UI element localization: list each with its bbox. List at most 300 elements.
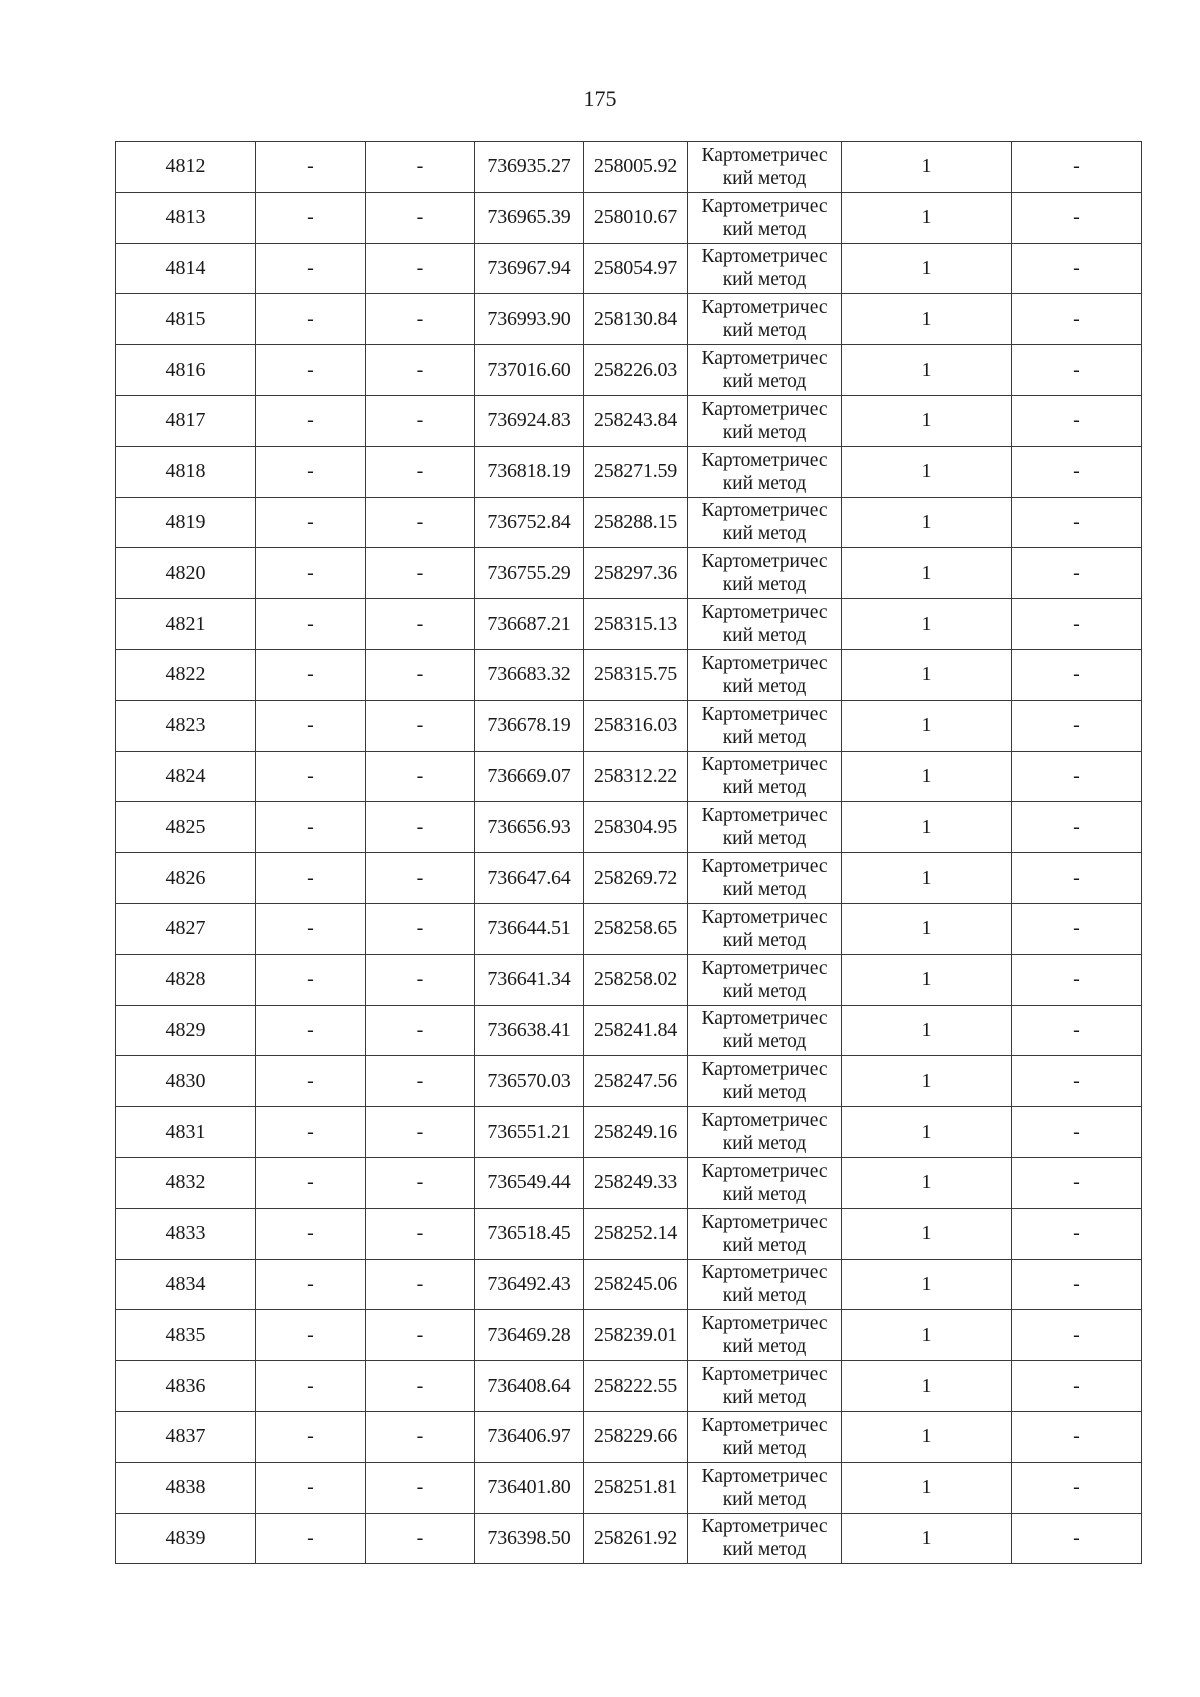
last-column-cell: - — [1012, 1208, 1142, 1259]
point-number-cell: 4839 — [116, 1513, 256, 1564]
accuracy-cell: 1 — [842, 395, 1012, 446]
point-number-cell: 4818 — [116, 446, 256, 497]
table-row — [116, 954, 1142, 1005]
column-3-cell: - — [366, 1513, 475, 1564]
table-row — [116, 192, 1142, 243]
coordinate-x-cell: 736993.90 — [475, 294, 584, 345]
method-cell — [688, 1462, 842, 1513]
coordinate-x-cell: 736683.32 — [475, 649, 584, 700]
coordinate-y-cell: 258251.81 — [584, 1462, 688, 1513]
accuracy-cell: 1 — [842, 599, 1012, 650]
table-row — [116, 1107, 1142, 1158]
coordinate-y-cell: 258241.84 — [584, 1005, 688, 1056]
method-cell — [688, 1208, 842, 1259]
method-cell — [688, 802, 842, 853]
coordinate-y-cell: 258229.66 — [584, 1411, 688, 1462]
point-number-cell: 4828 — [116, 954, 256, 1005]
coordinate-y-cell: 258297.36 — [584, 548, 688, 599]
table-row — [116, 853, 1142, 904]
point-number-cell: 4817 — [116, 395, 256, 446]
coordinate-x-cell: 736492.43 — [475, 1259, 584, 1310]
point-number-cell: 4826 — [116, 853, 256, 904]
point-number-cell: 4815 — [116, 294, 256, 345]
method-text-line-2: кий метод — [722, 1539, 807, 1561]
coordinates-table — [115, 141, 1142, 1564]
column-2-cell: - — [256, 1208, 366, 1259]
coordinate-y-cell: 258243.84 — [584, 395, 688, 446]
last-column-cell: - — [1012, 1259, 1142, 1310]
table-row — [116, 548, 1142, 599]
method-cell — [688, 142, 842, 193]
coordinate-y-cell: 258258.65 — [584, 903, 688, 954]
coordinate-x-cell: 736669.07 — [475, 751, 584, 802]
column-3-cell: - — [366, 446, 475, 497]
coordinate-y-cell: 258239.01 — [584, 1310, 688, 1361]
point-number-cell: 4819 — [116, 497, 256, 548]
column-3-cell: - — [366, 243, 475, 294]
last-column-cell: - — [1012, 497, 1142, 548]
point-number-cell: 4816 — [116, 345, 256, 396]
method-cell — [688, 751, 842, 802]
method-text-line-1: Картометричес — [701, 1364, 828, 1386]
last-column-cell: - — [1012, 1056, 1142, 1107]
column-3-cell: - — [366, 294, 475, 345]
table-row — [116, 1310, 1142, 1361]
column-2-cell: - — [256, 1361, 366, 1412]
method-text-line-2: кий метод — [722, 320, 807, 342]
table-row — [116, 1462, 1142, 1513]
column-3-cell: - — [366, 1259, 475, 1310]
accuracy-cell: 1 — [842, 243, 1012, 294]
accuracy-cell: 1 — [842, 1107, 1012, 1158]
last-column-cell: - — [1012, 345, 1142, 396]
coordinate-y-cell: 258312.22 — [584, 751, 688, 802]
last-column-cell: - — [1012, 446, 1142, 497]
method-text-line-2: кий метод — [722, 1336, 807, 1358]
method-text-line-2: кий метод — [722, 574, 807, 596]
method-text-line-1: Картометричес — [701, 348, 828, 370]
point-number-cell: 4820 — [116, 548, 256, 599]
last-column-cell: - — [1012, 395, 1142, 446]
coordinate-x-cell: 736518.45 — [475, 1208, 584, 1259]
point-number-cell: 4813 — [116, 192, 256, 243]
table-body — [116, 142, 1142, 1564]
method-text-line-2: кий метод — [722, 828, 807, 850]
column-2-cell: - — [256, 1107, 366, 1158]
point-number-cell: 4822 — [116, 649, 256, 700]
method-text-line-2: кий метод — [722, 1234, 807, 1256]
accuracy-cell: 1 — [842, 649, 1012, 700]
coordinate-y-cell: 258315.13 — [584, 599, 688, 650]
accuracy-cell: 1 — [842, 497, 1012, 548]
last-column-cell: - — [1012, 548, 1142, 599]
column-2-cell: - — [256, 142, 366, 193]
column-3-cell: - — [366, 548, 475, 599]
method-text-line-1: Картометричес — [701, 1160, 828, 1182]
method-text-line-2: кий метод — [722, 1387, 807, 1409]
last-column-cell: - — [1012, 1157, 1142, 1208]
last-column-cell: - — [1012, 954, 1142, 1005]
column-2-cell: - — [256, 1310, 366, 1361]
method-cell — [688, 1005, 842, 1056]
accuracy-cell: 1 — [842, 1462, 1012, 1513]
method-text-line-2: кий метод — [722, 929, 807, 951]
page-number: 175 — [583, 86, 617, 111]
method-text-line-2: кий метод — [722, 625, 807, 647]
method-cell — [688, 1056, 842, 1107]
last-column-cell: - — [1012, 142, 1142, 193]
point-number-cell: 4827 — [116, 903, 256, 954]
last-column-cell: - — [1012, 1462, 1142, 1513]
column-2-cell: - — [256, 446, 366, 497]
column-2-cell: - — [256, 548, 366, 599]
accuracy-cell: 1 — [842, 548, 1012, 599]
coordinate-x-cell: 736647.64 — [475, 853, 584, 904]
method-text-line-1: Картометричес — [701, 906, 828, 928]
last-column-cell: - — [1012, 294, 1142, 345]
accuracy-cell: 1 — [842, 294, 1012, 345]
point-number-cell: 4838 — [116, 1462, 256, 1513]
last-column-cell: - — [1012, 243, 1142, 294]
table-row — [116, 395, 1142, 446]
table-row — [116, 1361, 1142, 1412]
table-row — [116, 751, 1142, 802]
accuracy-cell: 1 — [842, 802, 1012, 853]
table-row — [116, 903, 1142, 954]
accuracy-cell: 1 — [842, 954, 1012, 1005]
point-number-cell: 4831 — [116, 1107, 256, 1158]
table-row — [116, 1157, 1142, 1208]
coordinate-x-cell: 736965.39 — [475, 192, 584, 243]
last-column-cell: - — [1012, 903, 1142, 954]
coordinate-y-cell: 258010.67 — [584, 192, 688, 243]
method-text-line-2: кий метод — [722, 726, 807, 748]
coordinate-x-cell: 736469.28 — [475, 1310, 584, 1361]
table-row — [116, 446, 1142, 497]
column-3-cell: - — [366, 1411, 475, 1462]
column-3-cell: - — [366, 751, 475, 802]
column-2-cell: - — [256, 903, 366, 954]
coordinate-x-cell: 737016.60 — [475, 345, 584, 396]
column-2-cell: - — [256, 192, 366, 243]
method-text-line-1: Картометричес — [701, 602, 828, 624]
point-number-cell: 4824 — [116, 751, 256, 802]
method-cell — [688, 903, 842, 954]
table-row — [116, 1056, 1142, 1107]
accuracy-cell: 1 — [842, 853, 1012, 904]
last-column-cell: - — [1012, 192, 1142, 243]
accuracy-cell: 1 — [842, 446, 1012, 497]
point-number-cell: 4836 — [116, 1361, 256, 1412]
method-text-line-2: кий метод — [722, 980, 807, 1002]
coordinate-y-cell: 258245.06 — [584, 1259, 688, 1310]
accuracy-cell: 1 — [842, 1056, 1012, 1107]
column-3-cell: - — [366, 345, 475, 396]
method-text-line-1: Картометричес — [701, 1008, 828, 1030]
coordinate-x-cell: 736967.94 — [475, 243, 584, 294]
point-number-cell: 4830 — [116, 1056, 256, 1107]
table-row — [116, 1513, 1142, 1564]
column-3-cell: - — [366, 142, 475, 193]
method-text-line-2: кий метод — [722, 218, 807, 240]
coordinate-x-cell: 736570.03 — [475, 1056, 584, 1107]
coordinate-y-cell: 258249.16 — [584, 1107, 688, 1158]
last-column-cell: - — [1012, 599, 1142, 650]
accuracy-cell: 1 — [842, 1259, 1012, 1310]
method-text-line-2: кий метод — [722, 675, 807, 697]
column-3-cell: - — [366, 1208, 475, 1259]
method-text-line-1: Картометричес — [701, 1059, 828, 1081]
column-2-cell: - — [256, 700, 366, 751]
coordinate-y-cell: 258316.03 — [584, 700, 688, 751]
point-number-cell: 4825 — [116, 802, 256, 853]
coordinate-y-cell: 258252.14 — [584, 1208, 688, 1259]
coordinate-y-cell: 258269.72 — [584, 853, 688, 904]
coordinate-x-cell: 736408.64 — [475, 1361, 584, 1412]
method-text-line-2: кий метод — [722, 421, 807, 443]
method-cell — [688, 649, 842, 700]
coordinate-x-cell: 736641.34 — [475, 954, 584, 1005]
method-text-line-1: Картометричес — [701, 1211, 828, 1233]
coordinate-x-cell: 736924.83 — [475, 395, 584, 446]
method-cell — [688, 853, 842, 904]
table-row — [116, 1259, 1142, 1310]
point-number-cell: 4829 — [116, 1005, 256, 1056]
table-row — [116, 345, 1142, 396]
column-3-cell: - — [366, 954, 475, 1005]
method-text-line-1: Картометричес — [701, 1414, 828, 1436]
column-2-cell: - — [256, 294, 366, 345]
coordinate-x-cell: 736818.19 — [475, 446, 584, 497]
method-cell — [688, 446, 842, 497]
coordinate-x-cell: 736644.51 — [475, 903, 584, 954]
column-3-cell: - — [366, 1361, 475, 1412]
accuracy-cell: 1 — [842, 1005, 1012, 1056]
point-number-cell: 4812 — [116, 142, 256, 193]
point-number-cell: 4837 — [116, 1411, 256, 1462]
method-text-line-2: кий метод — [722, 167, 807, 189]
column-2-cell: - — [256, 649, 366, 700]
method-cell — [688, 954, 842, 1005]
accuracy-cell: 1 — [842, 1208, 1012, 1259]
coordinate-y-cell: 258005.92 — [584, 142, 688, 193]
last-column-cell: - — [1012, 853, 1142, 904]
coordinate-y-cell: 258226.03 — [584, 345, 688, 396]
coordinate-x-cell: 736398.50 — [475, 1513, 584, 1564]
method-text-line-1: Картометричес — [701, 703, 828, 725]
method-text-line-1: Картометричес — [701, 144, 828, 166]
point-number-cell: 4835 — [116, 1310, 256, 1361]
column-3-cell: - — [366, 1310, 475, 1361]
column-3-cell: - — [366, 497, 475, 548]
coordinate-x-cell: 736401.80 — [475, 1462, 584, 1513]
coordinate-x-cell: 736755.29 — [475, 548, 584, 599]
coordinate-y-cell: 258249.33 — [584, 1157, 688, 1208]
accuracy-cell: 1 — [842, 1513, 1012, 1564]
coordinate-y-cell: 258247.56 — [584, 1056, 688, 1107]
method-cell — [688, 192, 842, 243]
column-3-cell: - — [366, 1157, 475, 1208]
method-cell — [688, 1107, 842, 1158]
coordinate-x-cell: 736656.93 — [475, 802, 584, 853]
table-row — [116, 1005, 1142, 1056]
method-text-line-2: кий метод — [722, 1437, 807, 1459]
method-text-line-2: кий метод — [722, 879, 807, 901]
method-cell — [688, 1513, 842, 1564]
accuracy-cell: 1 — [842, 903, 1012, 954]
last-column-cell: - — [1012, 1005, 1142, 1056]
method-text-line-1: Картометричес — [701, 1465, 828, 1487]
last-column-cell: - — [1012, 649, 1142, 700]
column-2-cell: - — [256, 243, 366, 294]
method-text-line-2: кий метод — [722, 371, 807, 393]
last-column-cell: - — [1012, 1107, 1142, 1158]
coordinate-x-cell: 736752.84 — [475, 497, 584, 548]
coordinate-y-cell: 258271.59 — [584, 446, 688, 497]
column-3-cell: - — [366, 903, 475, 954]
accuracy-cell: 1 — [842, 1157, 1012, 1208]
column-3-cell: - — [366, 1005, 475, 1056]
column-2-cell: - — [256, 1411, 366, 1462]
method-cell — [688, 1411, 842, 1462]
column-3-cell: - — [366, 1056, 475, 1107]
method-cell — [688, 1310, 842, 1361]
method-cell — [688, 599, 842, 650]
coordinate-y-cell: 258130.84 — [584, 294, 688, 345]
method-text-line-1: Картометричес — [701, 1516, 828, 1538]
last-column-cell: - — [1012, 700, 1142, 751]
column-3-cell: - — [366, 192, 475, 243]
coordinate-y-cell: 258315.75 — [584, 649, 688, 700]
method-text-line-1: Картометричес — [701, 449, 828, 471]
method-text-line-2: кий метод — [722, 269, 807, 291]
accuracy-cell: 1 — [842, 751, 1012, 802]
method-cell — [688, 1259, 842, 1310]
accuracy-cell: 1 — [842, 345, 1012, 396]
column-3-cell: - — [366, 802, 475, 853]
coordinate-x-cell: 736935.27 — [475, 142, 584, 193]
coordinate-x-cell: 736551.21 — [475, 1107, 584, 1158]
method-text-line-1: Картометричес — [701, 1313, 828, 1335]
method-text-line-1: Картометричес — [701, 652, 828, 674]
column-2-cell: - — [256, 1513, 366, 1564]
table-row — [116, 294, 1142, 345]
method-cell — [688, 243, 842, 294]
coordinate-y-cell: 258261.92 — [584, 1513, 688, 1564]
method-text-line-1: Картометричес — [701, 805, 828, 827]
method-text-line-2: кий метод — [722, 1285, 807, 1307]
column-2-cell: - — [256, 1005, 366, 1056]
method-text-line-1: Картометричес — [701, 297, 828, 319]
coordinate-x-cell: 736549.44 — [475, 1157, 584, 1208]
method-text-line-1: Картометричес — [701, 957, 828, 979]
column-2-cell: - — [256, 345, 366, 396]
method-text-line-1: Картометричес — [701, 500, 828, 522]
accuracy-cell: 1 — [842, 700, 1012, 751]
column-2-cell: - — [256, 853, 366, 904]
method-text-line-1: Картометричес — [701, 398, 828, 420]
last-column-cell: - — [1012, 751, 1142, 802]
table-row — [116, 802, 1142, 853]
table-row — [116, 599, 1142, 650]
coordinate-x-cell: 736638.41 — [475, 1005, 584, 1056]
point-number-cell: 4814 — [116, 243, 256, 294]
method-cell — [688, 345, 842, 396]
accuracy-cell: 1 — [842, 192, 1012, 243]
method-cell — [688, 700, 842, 751]
column-2-cell: - — [256, 599, 366, 650]
point-number-cell: 4823 — [116, 700, 256, 751]
method-text-line-2: кий метод — [722, 1082, 807, 1104]
method-text-line-2: кий метод — [722, 523, 807, 545]
last-column-cell: - — [1012, 1310, 1142, 1361]
column-2-cell: - — [256, 802, 366, 853]
method-text-line-2: кий метод — [722, 1183, 807, 1205]
accuracy-cell: 1 — [842, 142, 1012, 193]
method-text-line-1: Картометричес — [701, 1262, 828, 1284]
method-text-line-1: Картометричес — [701, 246, 828, 268]
method-cell — [688, 395, 842, 446]
last-column-cell: - — [1012, 1513, 1142, 1564]
last-column-cell: - — [1012, 1411, 1142, 1462]
table-row — [116, 142, 1142, 193]
method-cell — [688, 548, 842, 599]
method-text-line-2: кий метод — [722, 777, 807, 799]
table-row — [116, 243, 1142, 294]
column-2-cell: - — [256, 1157, 366, 1208]
point-number-cell: 4832 — [116, 1157, 256, 1208]
table-row — [116, 1208, 1142, 1259]
column-3-cell: - — [366, 649, 475, 700]
method-text-line-2: кий метод — [722, 1031, 807, 1053]
coordinate-y-cell: 258222.55 — [584, 1361, 688, 1412]
point-number-cell: 4821 — [116, 599, 256, 650]
method-cell — [688, 1157, 842, 1208]
accuracy-cell: 1 — [842, 1310, 1012, 1361]
coordinate-y-cell: 258258.02 — [584, 954, 688, 1005]
method-text-line-1: Картометричес — [701, 195, 828, 217]
method-cell — [688, 294, 842, 345]
method-text-line-2: кий метод — [722, 1488, 807, 1510]
column-2-cell: - — [256, 751, 366, 802]
method-text-line-1: Картометричес — [701, 1110, 828, 1132]
column-3-cell: - — [366, 599, 475, 650]
method-text-line-1: Картометричес — [701, 754, 828, 776]
column-2-cell: - — [256, 395, 366, 446]
column-3-cell: - — [366, 853, 475, 904]
last-column-cell: - — [1012, 802, 1142, 853]
column-2-cell: - — [256, 1259, 366, 1310]
accuracy-cell: 1 — [842, 1411, 1012, 1462]
column-2-cell: - — [256, 497, 366, 548]
point-number-cell: 4833 — [116, 1208, 256, 1259]
coordinate-y-cell: 258054.97 — [584, 243, 688, 294]
method-text-line-1: Картометричес — [701, 551, 828, 573]
coordinate-x-cell: 736406.97 — [475, 1411, 584, 1462]
column-2-cell: - — [256, 954, 366, 1005]
coordinate-x-cell: 736678.19 — [475, 700, 584, 751]
column-2-cell: - — [256, 1462, 366, 1513]
method-cell — [688, 1361, 842, 1412]
table-row — [116, 497, 1142, 548]
method-text-line-2: кий метод — [722, 1133, 807, 1155]
column-3-cell: - — [366, 1107, 475, 1158]
coordinate-y-cell: 258304.95 — [584, 802, 688, 853]
column-2-cell: - — [256, 1056, 366, 1107]
column-3-cell: - — [366, 700, 475, 751]
column-3-cell: - — [366, 1462, 475, 1513]
accuracy-cell: 1 — [842, 1361, 1012, 1412]
